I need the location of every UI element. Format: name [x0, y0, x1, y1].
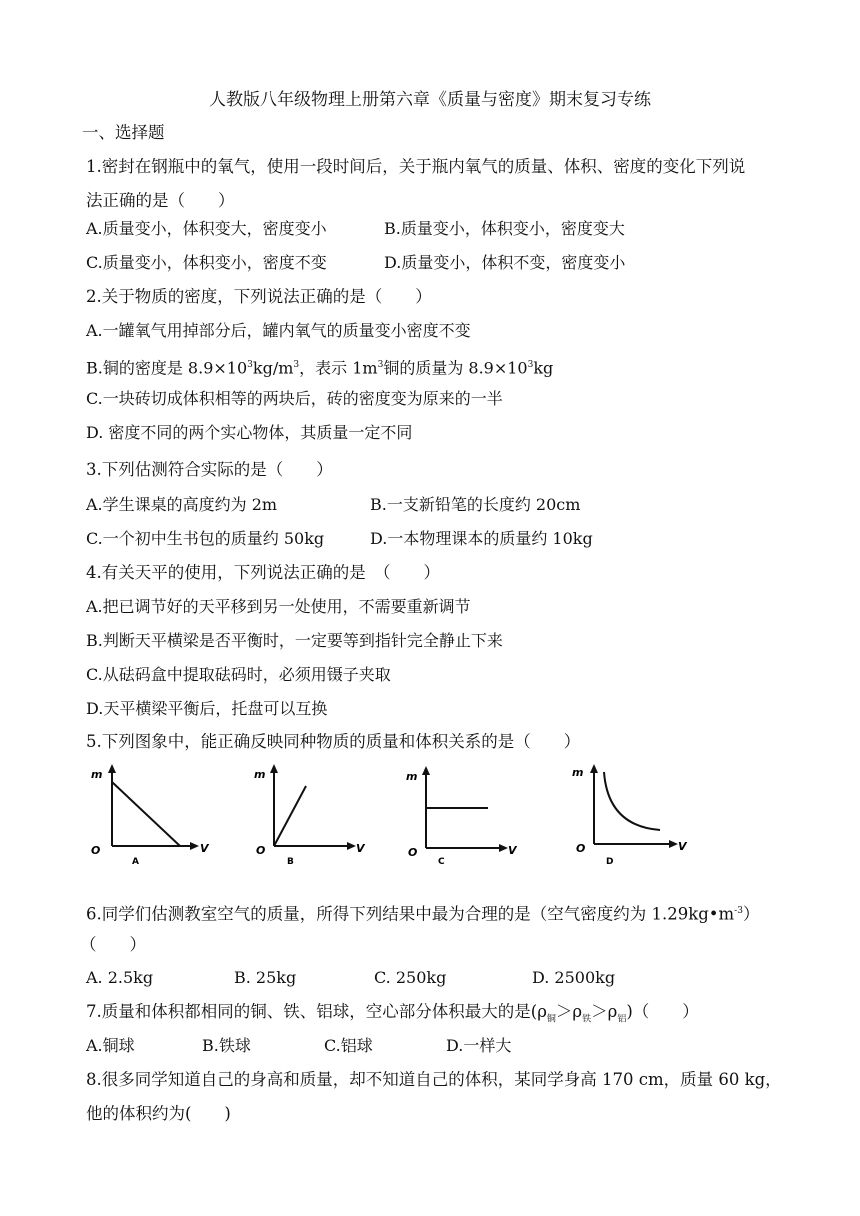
q6-option-a: A. 2.5kg [86, 968, 154, 987]
graph-c-x-label: V [508, 844, 517, 857]
graph-c-caption: C [438, 857, 445, 865]
page-title: 人教版八年级物理上册第六章《质量与密度》期末复习专练 [209, 90, 651, 110]
q1-option-d: D.质量变小，体积不变，密度变小 [384, 253, 626, 272]
q7-option-d: D.一样大 [446, 1036, 512, 1055]
q3-option-a: A.学生课桌的高度约为 2m [86, 495, 278, 514]
q5-stem: 5.下列图象中，能正确反映同种物质的质量和体积关系的是（ ） [86, 732, 581, 751]
q1-option-c: C.质量变小，体积变小，密度不变 [86, 253, 327, 272]
q1-stem-line1: 1.密封在钢瓶中的氧气，使用一段时间后，关于瓶内氧气的质量、体积、密度的变化下列说 [86, 157, 746, 176]
q5-graph-d [572, 760, 697, 865]
graph-c-origin: O [408, 846, 418, 859]
q2-option-a: A.一罐氧气用掉部分后，罐内氧气的质量变小密度不变 [86, 321, 471, 340]
q6-option-c: C. 250kg [374, 968, 447, 987]
q6-stem-line1: 6.同学们估测教室空气的质量，所得下列结果中最为合理的是（空气密度约为 $1.29kg•m^{-3}$） [86, 904, 760, 924]
q3-stem: 3.下列估测符合实际的是（ ） [86, 460, 333, 479]
q2-option-d: D. 密度不同的两个实心物体，其质量一定不同 [86, 423, 413, 442]
q1-stem-line2: 法正确的是（ ） [86, 191, 235, 210]
q4-stem: 4.有关天平的使用，下列说法正确的是 （ ） [86, 563, 440, 582]
graph-d-origin: O [576, 842, 586, 855]
q2-option-c: C.一块砖切成体积相等的两块后，砖的密度变为原来的一半 [86, 389, 503, 408]
graph-a-y-label: m [91, 768, 103, 781]
graph-d-y-label: m [572, 766, 584, 779]
q2-option-b: B.铜的密度是 $8.9\times 10^3kg/m^3$，表示 $1m^3$铜的质量为 $8.9\times 10^3kg$ [86, 358, 554, 378]
q3-option-c: C.一个初中生书包的质量约 50kg [86, 529, 325, 548]
graph-a-origin: O [91, 844, 101, 857]
q4-option-d: D.天平横梁平衡后，托盘可以互换 [86, 699, 328, 718]
q7-option-b: B.铁球 [202, 1036, 251, 1055]
q6-stem-line2: （ ） [80, 935, 146, 954]
q8-stem-line1: 8.很多同学知道自己的身高和质量，却不知道自己的体积，某同学身高 170 cm，质量 60 kg， [86, 1070, 782, 1089]
graph-c-y-label: m [406, 770, 418, 783]
q7-stem: 7.质量和体积都相同的铜、铁、铝球，空心部分体积最大的是$(\rho_铜>\rho_铁>\rho_铝)$（ ） [86, 1002, 699, 1025]
q4-option-b: B.判断天平横梁是否平衡时，一定要等到指针完全静止下来 [86, 631, 503, 650]
section-heading: 一、选择题 [82, 123, 165, 142]
q3-option-b: B.一支新铅笔的长度约 20cm [370, 495, 581, 514]
q6-option-b: B. 25kg [234, 968, 297, 987]
q4-option-c: C.从砝码盒中提取砝码时，必须用镊子夹取 [86, 665, 391, 684]
graph-b-y-label: m [254, 768, 266, 781]
q6-option-d: D. 2500kg [532, 968, 616, 987]
graph-a-caption: A [132, 857, 139, 865]
graph-b-x-label: V [356, 842, 365, 855]
q4-option-a: A.把已调节好的天平移到另一处使用，不需要重新调节 [86, 597, 471, 616]
q2-stem: 2.关于物质的密度，下列说法正确的是（ ） [86, 287, 432, 306]
q1-option-a: A.质量变小，体积变大，密度变小 [86, 219, 327, 238]
q7-option-a: A.铜球 [86, 1036, 135, 1055]
q1-option-b: B.质量变小，体积变小，密度变大 [384, 219, 625, 238]
q5-graph-c [404, 760, 524, 865]
q5-graph-b [254, 760, 374, 865]
q5-graph-a [88, 760, 218, 865]
graph-a-x-label: V [200, 842, 209, 855]
graph-b-caption: B [287, 857, 294, 865]
q7-option-c: C.铝球 [324, 1036, 373, 1055]
graph-d-caption: D [606, 857, 614, 865]
graph-d-x-label: V [678, 840, 687, 853]
q3-option-d: D.一本物理课本的质量约 10kg [370, 529, 593, 548]
graph-b-origin: O [256, 844, 266, 857]
q8-stem-line2: 他的体积约为( ) [86, 1104, 231, 1123]
